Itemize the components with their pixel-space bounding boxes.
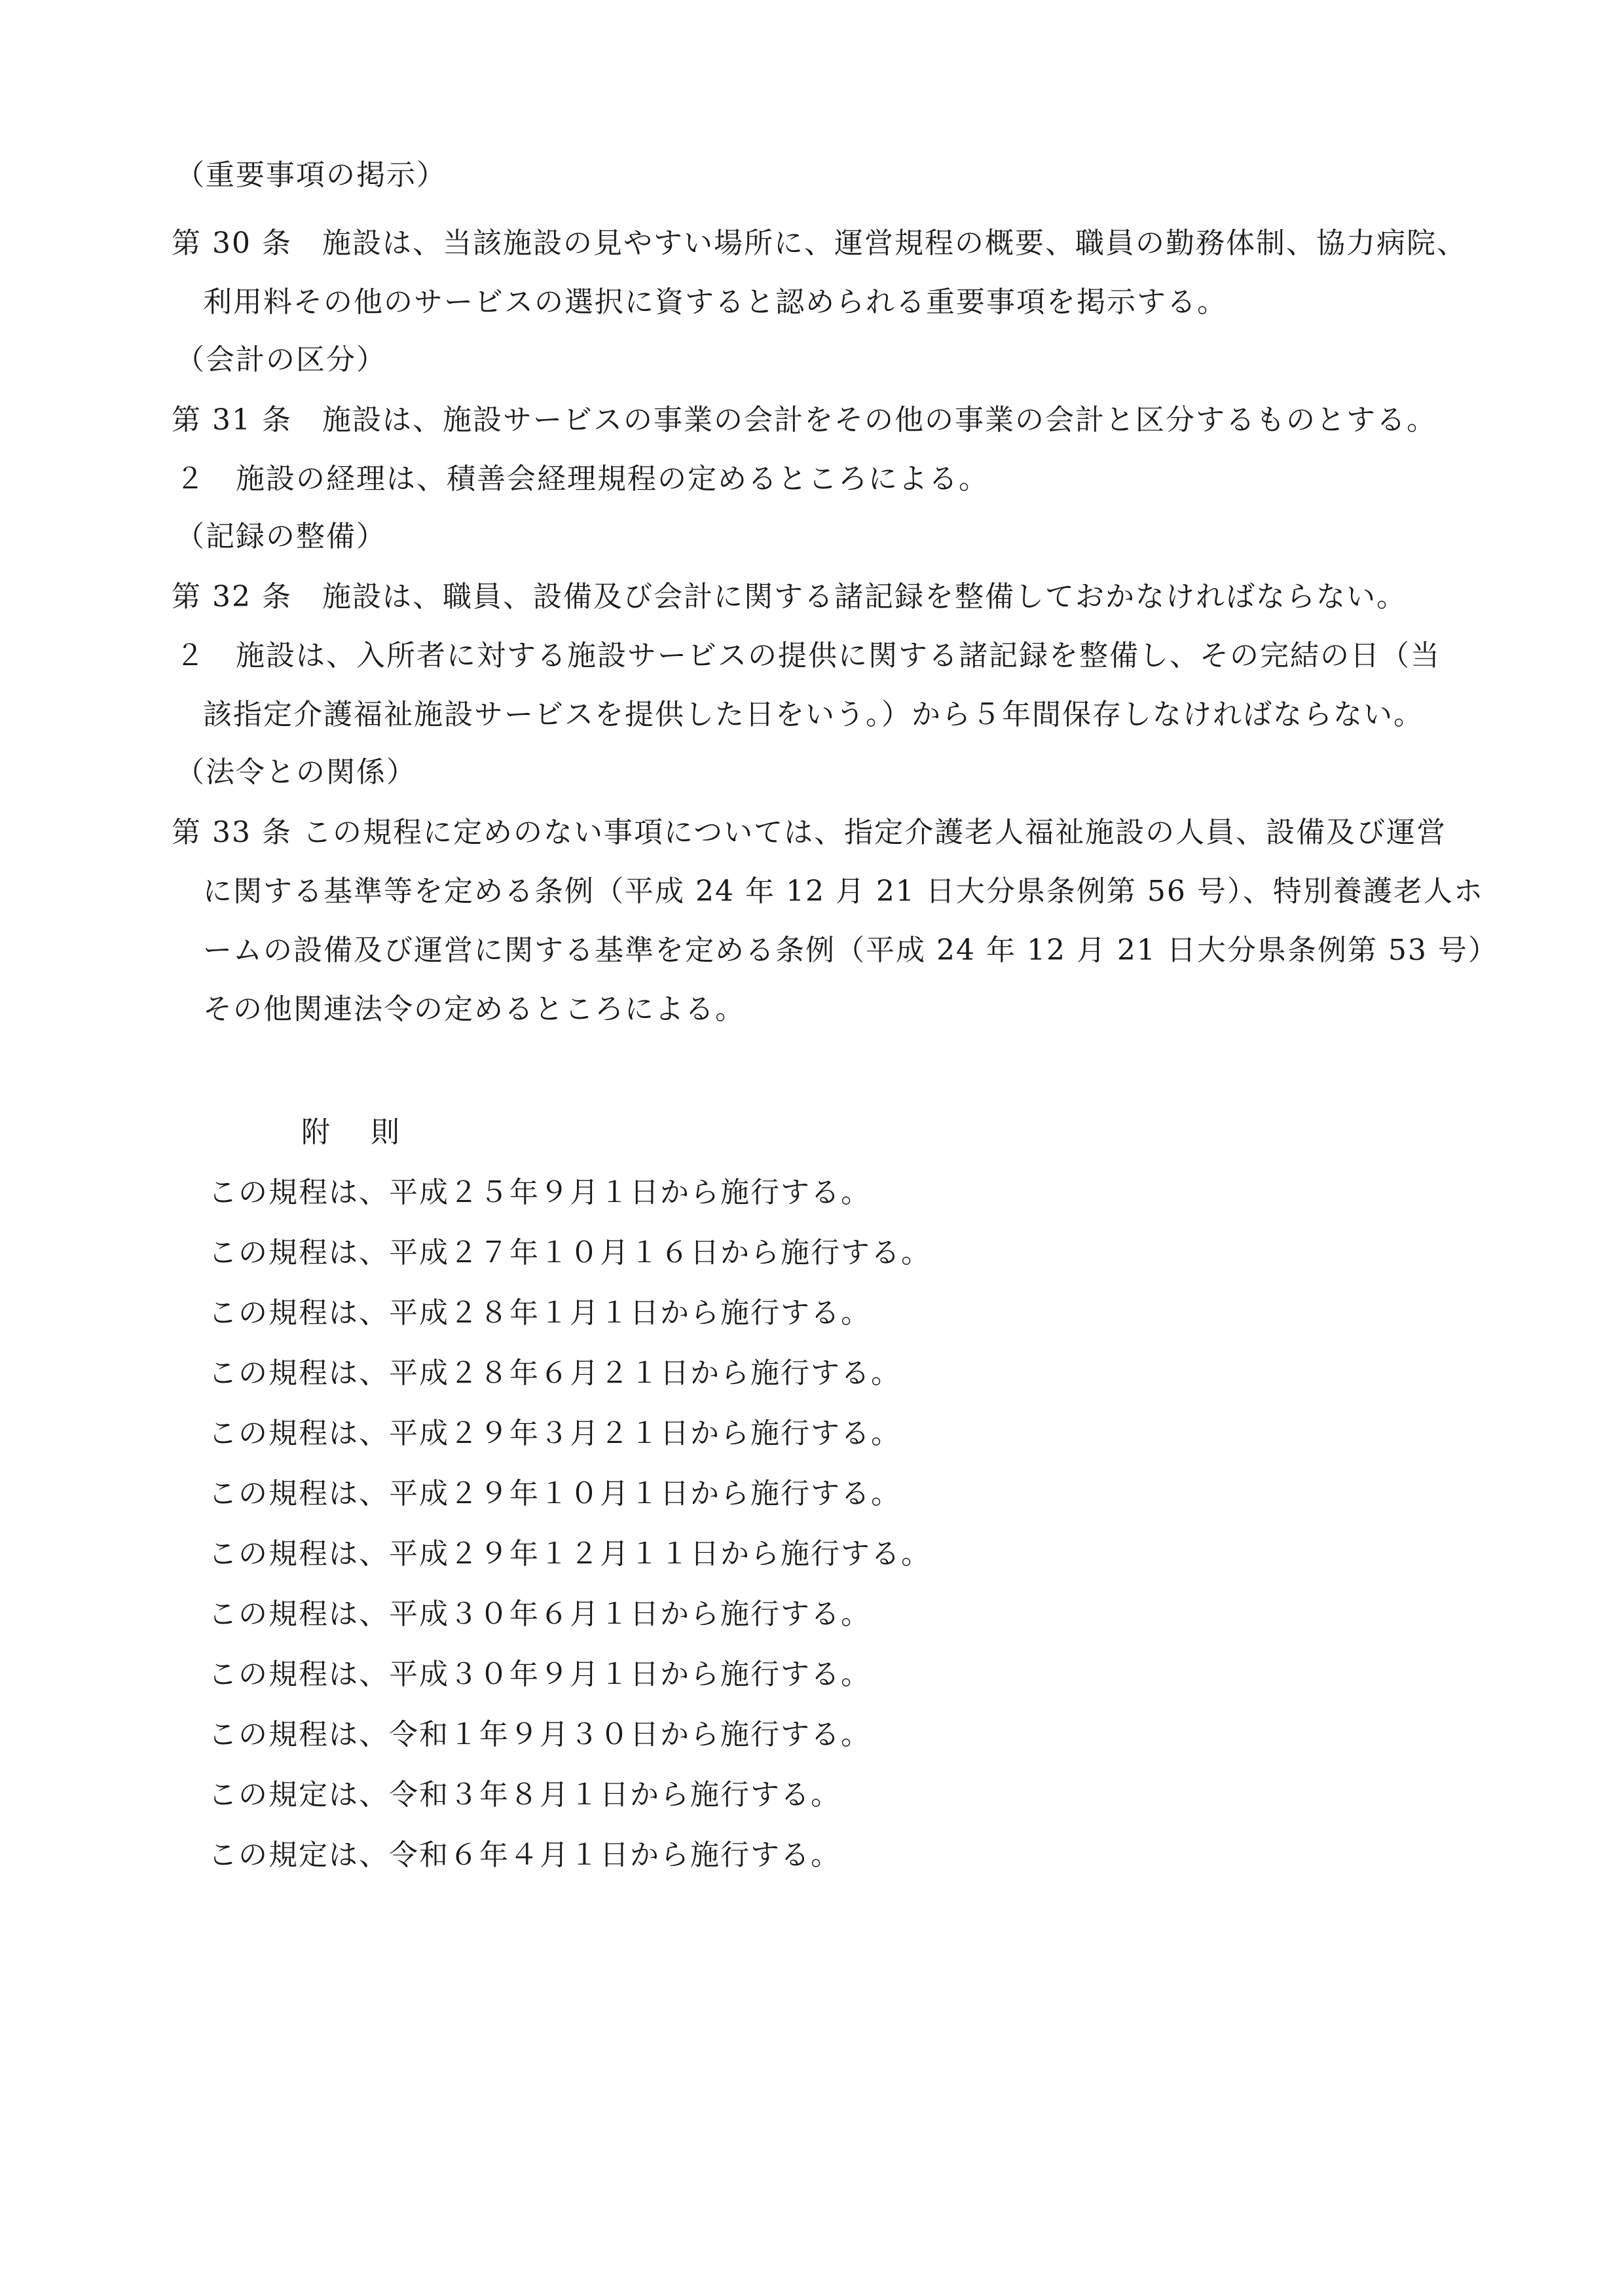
article-33-line-2: に関する基準等を定める条例（平成 24 年 12 月 21 日大分県条例第 56 号）、特別養護老人ホ (203, 875, 1484, 908)
article-32-heading: （記録の整備） (175, 520, 386, 553)
supplementary-title-part-1: 附 (301, 1116, 331, 1149)
provision-item: この規程は、平成２９年１２月１１日から施行する。 (208, 1537, 931, 1571)
provision-item: この規定は、令和３年８月１日から施行する。 (208, 1778, 841, 1812)
article-31-line-1: 第 31 条 施設は、施設サービスの事業の会計をその他の事業の会計と区分するものとする。 (172, 403, 1437, 437)
article-33-line-1: 第 33 条 この規程に定めのない事項については、指定介護老人福祉施設の人員、設備及び運営 (172, 816, 1447, 849)
provision-item: この規程は、平成２７年１０月１６日から施行する。 (208, 1236, 931, 1269)
supplementary-provisions-title (301, 1113, 401, 1152)
article-33-line-4: その他関連法令の定めるところによる。 (203, 993, 745, 1026)
article-32-line-1: 第 32 条 施設は、職員、設備及び会計に関する諸記録を整備しておかなければならない。 (172, 580, 1407, 613)
supplementary-title-part-2: 則 (371, 1116, 401, 1149)
article-32-paragraph-2-line-1: ２ 施設は、入所者に対する施設サービスの提供に関する諸記録を整備し、その完結の日（当 (175, 639, 1441, 672)
provision-item: この規程は、平成３０年６月１日から施行する。 (208, 1597, 871, 1631)
provision-item: この規程は、平成３０年９月１日から施行する。 (208, 1658, 871, 1691)
article-30-line-1: 第 30 条 施設は、当該施設の見やすい場所に、運営規程の概要、職員の勤務体制、協力病院、 (172, 227, 1467, 260)
article-32-paragraph-2-line-2: 該指定介護福祉施設サービスを提供した日をいう。）から５年間保存しなければならない。 (203, 698, 1424, 731)
provision-item: この規程は、平成２５年９月１日から施行する。 (208, 1176, 871, 1209)
article-30-line-2: 利用料その他のサービスの選択に資すると認められる重要事項を掲示する。 (203, 285, 1227, 319)
article-33-heading: （法令との関係） (175, 756, 416, 789)
provision-item: この規程は、平成２９年１０月１日から施行する。 (208, 1477, 901, 1510)
article-33-line-3: ームの設備及び運営に関する基準を定める条例（平成 24 年 12 月 21 日大分県条例第 53 号） (203, 934, 1498, 967)
article-30-heading: （重要事項の掲示） (175, 158, 447, 192)
provision-item: この規程は、平成２９年３月２１日から施行する。 (208, 1417, 901, 1450)
article-31-heading: （会計の区分） (175, 343, 386, 376)
provision-item: この規程は、令和１年９月３０日から施行する。 (208, 1718, 871, 1751)
provision-item: この規程は、平成２８年１月１日から施行する。 (208, 1296, 871, 1330)
provision-item: この規程は、平成２８年６月２１日から施行する。 (208, 1357, 901, 1390)
provision-item: この規定は、令和６年４月１日から施行する。 (208, 1838, 841, 1872)
article-31-paragraph-2: ２ 施設の経理は、積善会経理規程の定めるところによる。 (175, 462, 989, 496)
